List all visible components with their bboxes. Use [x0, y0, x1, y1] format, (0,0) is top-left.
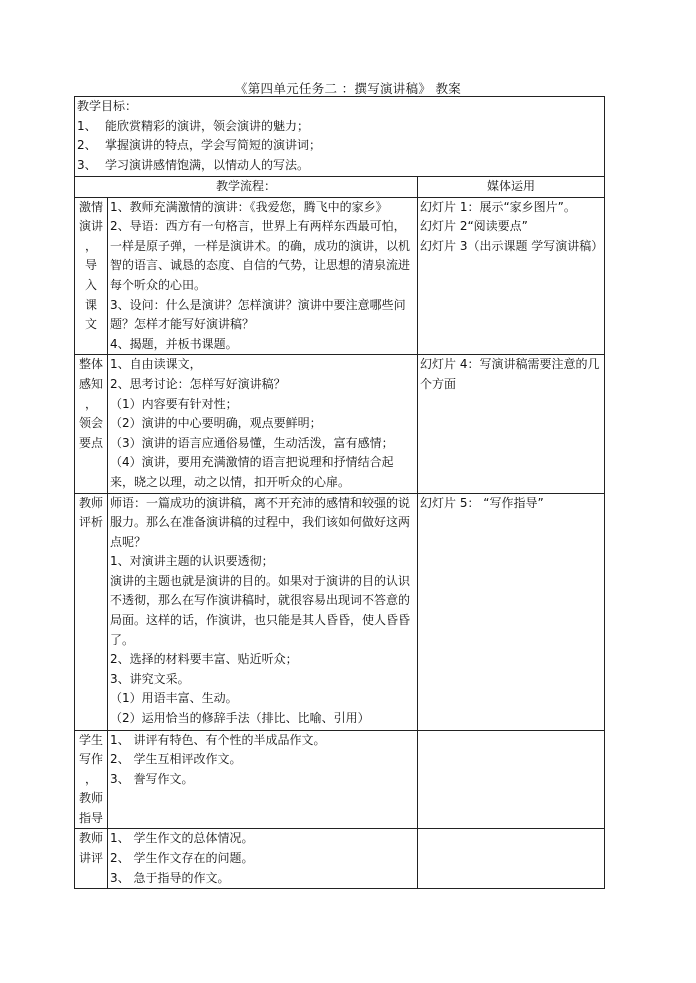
objective-item	[77, 117, 602, 137]
content-line: （1）内容要有针对性；	[110, 396, 238, 411]
content-line: 1、对演讲主题的认识要透彻；	[110, 554, 274, 569]
content-cell	[108, 355, 418, 493]
content-line: （1）用语丰富、生动。	[110, 691, 238, 706]
content-cell	[108, 730, 418, 829]
section-row-perception	[75, 355, 605, 493]
media-line: 幻灯片 5： “写作指导”	[420, 495, 544, 510]
stage-text: 教师	[78, 791, 103, 806]
content-line: 3、讲究文采。	[110, 671, 190, 686]
content-line: 3、设问：什么是演讲？怎样演讲？演讲中要注意哪些问题？怎样才能写好演讲稿？	[110, 297, 406, 332]
stage-text: 感知	[78, 376, 103, 391]
objective-text: 掌握演讲的特点，学会写简短的演讲词；	[105, 138, 322, 153]
media-cell	[418, 355, 605, 493]
process-header: 教学流程：	[75, 177, 418, 198]
objectives-heading: 教学目标：	[77, 99, 138, 113]
stage-text: ，	[84, 771, 97, 786]
content-line: 1、 讲评有特色、有个性的半成品作文。	[110, 732, 326, 747]
objective-text: 学习演讲感情饱满，以情动人的写法。	[105, 157, 310, 172]
stage-text: 要点	[78, 435, 103, 450]
content-line: 4、揭题，并板书课题。	[110, 336, 238, 351]
objective-number: 2、	[77, 138, 97, 153]
objective-item	[77, 136, 602, 156]
header-row	[75, 177, 605, 198]
objective-number: 1、	[77, 118, 97, 133]
section-row-writing	[75, 730, 605, 829]
content-line: 2、 学生作文存在的问题。	[110, 851, 254, 866]
content-cell	[108, 829, 418, 889]
stage-text: 教师	[78, 495, 103, 510]
stage-text: ，	[84, 238, 97, 253]
media-header: 媒体运用	[418, 177, 605, 198]
stage-text: ，	[84, 396, 97, 411]
stage-text: 整体	[78, 357, 103, 372]
content-line: 1、教师充满激情的演讲：《我爱您，腾飞中的家乡》	[110, 199, 388, 214]
content-line: （2）运用恰当的修辞手法（排比、比喻、引用）	[110, 711, 370, 726]
stage-text: 演讲	[78, 219, 103, 234]
objective-text: 能欣赏精彩的演讲，领会演讲的魅力；	[105, 118, 310, 133]
content-line: 1、自由读课文，	[110, 357, 202, 372]
section-row-review	[75, 829, 605, 889]
stage-cell	[75, 829, 108, 889]
stage-cell	[75, 355, 108, 493]
stage-text: 评析	[78, 515, 103, 530]
content-line: 3、 誊写作文。	[110, 771, 194, 786]
media-line: 幻灯片 2“阅读要点”	[420, 219, 528, 234]
stage-text: 讲评	[78, 851, 103, 866]
stage-text: 写作	[78, 752, 103, 767]
content-cell	[108, 493, 418, 730]
content-line: 演讲的主题也就是演讲的目的。如果对于演讲的目的认识不透彻，那么在写作演讲稿时，就很容易出现词不答意的局面。这样的话，作演讲，也只能是其人昏昏，使人昏昏了。	[110, 573, 411, 647]
objectives-cell	[75, 97, 605, 177]
content-line: 2、 学生互相评改作文。	[110, 752, 242, 767]
stage-cell	[75, 197, 108, 355]
content-line: 2、选择的材料要丰富、贴近听众；	[110, 652, 298, 667]
lesson-plan-table	[74, 96, 605, 889]
stage-text: 文	[84, 317, 97, 332]
section-row-intro	[75, 197, 605, 355]
stage-text: 教师	[78, 831, 103, 846]
content-line: 师语：一篇成功的演讲稿，离不开充沛的感情和较强的说服力。那么在准备演讲稿的过程中，我们该如何做好这两点呢？	[110, 495, 411, 549]
document-title: 《第四单元任务二 ：撰写演讲稿》 教案	[234, 81, 462, 96]
content-line: （3）演讲的语言应通俗易懂，生动活泼，富有感情；	[110, 435, 394, 450]
objectives-row	[75, 97, 605, 177]
content-line: （4）演讲，要用充满激情的语言把说理和抒情结合起来，晓之以理，动之以情，扣开听众的心扉。	[110, 455, 394, 489]
content-line: 1、 学生作文的总体情况。	[110, 831, 254, 846]
stage-text: 入	[84, 277, 97, 292]
media-cell	[418, 493, 605, 730]
content-cell	[108, 197, 418, 355]
media-cell	[418, 730, 605, 829]
stage-text: 课	[84, 297, 97, 312]
media-line: 幻灯片 4：写演讲稿需要注意的几个方面	[420, 357, 600, 391]
media-line: 幻灯片 3（出示课题 学写演讲稿）	[420, 238, 604, 253]
stage-text: 指导	[78, 810, 103, 825]
media-cell	[418, 829, 605, 889]
media-line: 幻灯片 1：展示“家乡图片”。	[420, 199, 576, 214]
stage-text: 学生	[78, 732, 103, 747]
media-cell	[418, 197, 605, 355]
content-line: 3、 急于指导的作文。	[110, 870, 230, 885]
objective-item	[77, 156, 602, 176]
objective-number: 3、	[77, 157, 97, 172]
section-row-analysis	[75, 493, 605, 730]
stage-cell	[75, 493, 108, 730]
content-line: 2、思考讨论：怎样写好演讲稿？	[110, 376, 286, 391]
stage-cell	[75, 730, 108, 829]
content-line: 2、导语：西方有一句格言，世界上有两样东西最可怕，一样是原子弹，一样是演讲术。的确，成功的演讲，以机智的语言、诚恳的态度、自信的气势，让思想的清泉流进每个听众的心田。	[110, 219, 411, 292]
stage-text: 导	[84, 258, 97, 273]
content-line: （2）演讲的中心要明确，观点要鲜明；	[110, 416, 322, 431]
stage-text: 激情	[78, 199, 103, 214]
stage-text: 领会	[78, 416, 103, 431]
